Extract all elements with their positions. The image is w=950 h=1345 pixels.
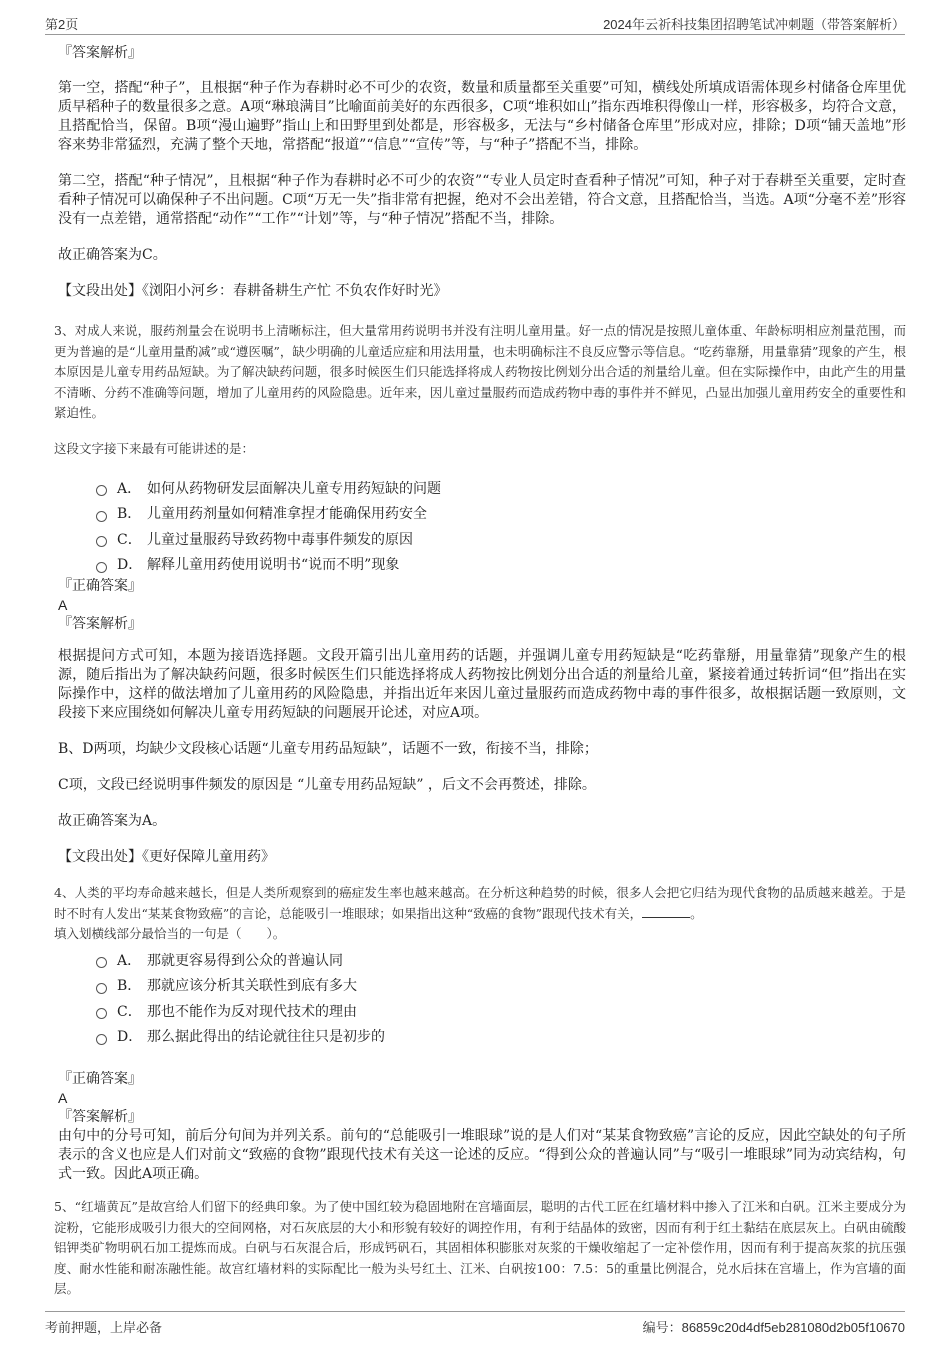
q2-analysis-label: 『答案解析』	[58, 45, 142, 61]
radio-icon[interactable]	[96, 1034, 107, 1045]
radio-icon[interactable]	[96, 562, 107, 573]
radio-icon[interactable]	[96, 511, 107, 522]
radio-icon[interactable]	[96, 957, 107, 968]
q4-question: 填入划横线部分最恰当的一句是（ ）。	[54, 926, 286, 941]
q3-answer-label: 『正确答案』	[58, 578, 142, 594]
page-number: 第2页	[45, 17, 79, 32]
q3-analysis-para-1: 根据提问方式可知，本题为接语选择题。文段开篇引出儿童用药的话题，并强调儿童专用药短缺是“吃药靠掰，用量靠猜”现象产生的根源，随后指出为了解决缺药问题，很多时候医生们只能选择将成人药物按比例划分出合适的剂量给儿童，紧接着通过转折词“但”指出在实际操作中，这样的做法增加了儿童用药的风险隐患，并指出近年来因儿童过量服药而造成药物中毒的事件很多，故根据话题一致原则，文段接下来应围绕如何解决儿童专用药短缺的问题展开论述，对应A项。	[58, 648, 906, 721]
q4-option-d[interactable]: D． 那么据此得出的结论就往往只是初步的	[96, 1024, 906, 1050]
radio-icon[interactable]	[96, 983, 107, 994]
q2-analysis-para-2: 第二空，搭配“种子情况”，且根据“种子作为春耕时必不可少的农资”“专业人员定时查看种子情况”可知，种子对于春耕至关重要，定时查看种子情况可以确保种子不出问题。C项“万无一失”指非常有把握，绝对不会出差错，符合文意，且搭配恰当，当选。A项“分毫不差”形容没有一点差错，通常搭配“动作”“工作”“计划”等，与“种子情况”搭配不当，排除。	[58, 173, 906, 227]
page-header	[45, 14, 905, 35]
radio-icon[interactable]	[96, 536, 107, 547]
q4-option-b[interactable]: B． 那就应该分析其关联性到底有多大	[96, 973, 906, 999]
fill-blank	[642, 905, 690, 918]
page-footer	[45, 1311, 905, 1336]
q3-analysis-label: 『答案解析』	[58, 616, 142, 632]
page-content	[54, 44, 906, 1300]
q4-analysis-label: 『答案解析』	[58, 1109, 142, 1125]
q3-options	[96, 475, 906, 577]
document-id: 编号：86859c20d4df5eb281080d2b05f10670	[642, 1320, 905, 1335]
q3-source: 【文段出处】《更好保障儿童用药》	[58, 849, 275, 865]
q3-answer: A	[58, 597, 68, 613]
q3-analysis-para-3: C项，文段已经说明事件频发的原因是 “儿童专用药品短缺” ，后文不会再赘述，排除。	[58, 777, 596, 793]
q4-answer-label: 『正确答案』	[58, 1071, 142, 1087]
q3-analysis-para-2: B、D两项，均缺少文段核心话题“儿童专用药品短缺”，话题不一致，衔接不当，排除；	[58, 741, 598, 757]
q4-option-a[interactable]: A． 那就更容易得到公众的普遍认同	[96, 947, 906, 973]
q3-option-a[interactable]: A． 如何从药物研发层面解决儿童专用药短缺的问题	[96, 475, 906, 501]
q3-stem: 3、对成人来说，服药剂量会在说明书上清晰标注，但大量常用药说明书并没有注明儿童用量。好一点的情况是按照儿童体重、年龄标明相应剂量范围，而更为普遍的是“儿童用量酌减”或“遵医嘱”，缺少明确的儿童适应症和用法用量，也未明确标注不良反应警示等信息。“吃药靠掰，用量靠猜”现象的产生，根本原因是儿童专用药品短缺。为了解决缺药问题，很多时候医生们只能选择将成人药物按比例划分出合适的剂量给儿童。但在实际操作中，由此产生的用量不清晰、分药不准确等问题，增加了儿童用药的风险隐患。近年来，因儿童过量服药而造成药物中毒的事件并不鲜见，凸显出加强儿童用药安全的重要性和紧迫性。	[54, 323, 906, 420]
q3-option-d[interactable]: D． 解释儿童用药使用说明书“说而不明”现象	[96, 552, 906, 578]
q4-option-c[interactable]: C． 那也不能作为反对现代技术的理由	[96, 998, 906, 1024]
q4-answer: A	[58, 1090, 68, 1106]
document-title: 2024年云祈科技集团招聘笔试冲刺题（带答案解析）	[603, 17, 905, 32]
q2-analysis-para-1: 第一空，搭配“种子”，且根据“种子作为春耕时必不可少的农资，数量和质量都至关重要”可知，横线处所填成语需体现乡村储备仓库里优质早稻种子的数量很多之意。A项“琳琅满目”比喻面前美好的东西很多，C项“堆积如山”指东西堆积得像山一样，形容极多，均符合文意，且搭配恰当，保留。B项“漫山遍野”指山上和田野里到处都是，形容极多，无法与“乡村储备仓库里”形成对应，排除；D项“铺天盖地”形容来势非常猛烈，充满了整个天地，常搭配“报道”“信息”“宣传”等，与“种子”搭配不当，排除。	[58, 80, 906, 153]
q3-question: 这段文字接下来最有可能讲述的是：	[54, 440, 255, 456]
q2-source: 【文段出处】《浏阳小河乡：春耕备耕生产忙 不负农作好时光》	[58, 283, 448, 299]
q4-options	[96, 947, 906, 1049]
q4-analysis: 由句中的分号可知，前后分句间为并列关系。前句的“总能吸引一堆眼球”说的是人们对“某某食物致癌”言论的反应，因此空缺处的句子所表示的含义也应是人们对前文“致癌的食物”跟现代技术有关这一论述的反应。“得到公众的普遍认同”与“吸引一堆眼球”同为动宾结构，句式一致。因此A项正确。	[58, 1128, 906, 1182]
q5-stem: 5、“红墙黄瓦”是故宫给人们留下的经典印象。为了使中国红较为稳固地附在宫墙面层，聪明的古代工匠在红墙材料中掺入了江米和白矾。江米主要成分为淀粉，它能形成吸引力很大的空间网格，对石灰底层的大小和形貌有较好的调控作用，有利于结晶体的致密，因而有利于红土黏结在底层灰上。白矾由硫酸铝钾类矿物明矾石加工提炼而成。白矾与石灰混合后，形成钙矾石，其固相体积膨胀对灰浆的干燥收缩起了一定补偿作用，因而有利于提高灰浆的抗压强度、耐水性能和耐冻融性能。故宫红墙材料的实际配比一般为头号红土、江米、白矾按100：7.5：5的重量比例混合，兑水后抹在宫墙上，作为宫墙的面层。	[54, 1199, 906, 1296]
radio-icon[interactable]	[96, 485, 107, 496]
q3-option-c[interactable]: C． 儿童过量服药导致药物中毒事件频发的原因	[96, 526, 906, 552]
q4-stem: 4、人类的平均寿命越来越长，但是人类所观察到的癌症发生率也越来越高。在分析这种趋势的时候，很多人会把它归结为现代食物的品质越来越差。于是时不时有人发出“某某食物致癌”的言论，总能吸引一堆眼球；如果指出这种“致癌的食物”跟现代技术有关， 。	[54, 885, 906, 921]
q3-conclusion: 故正确答案为A。	[58, 813, 167, 829]
radio-icon[interactable]	[96, 1008, 107, 1019]
q3-option-b[interactable]: B． 儿童用药剂量如何精准拿捏才能确保用药安全	[96, 501, 906, 527]
footer-slogan: 考前押题，上岸必备	[45, 1320, 163, 1335]
q2-conclusion: 故正确答案为C。	[58, 247, 167, 263]
